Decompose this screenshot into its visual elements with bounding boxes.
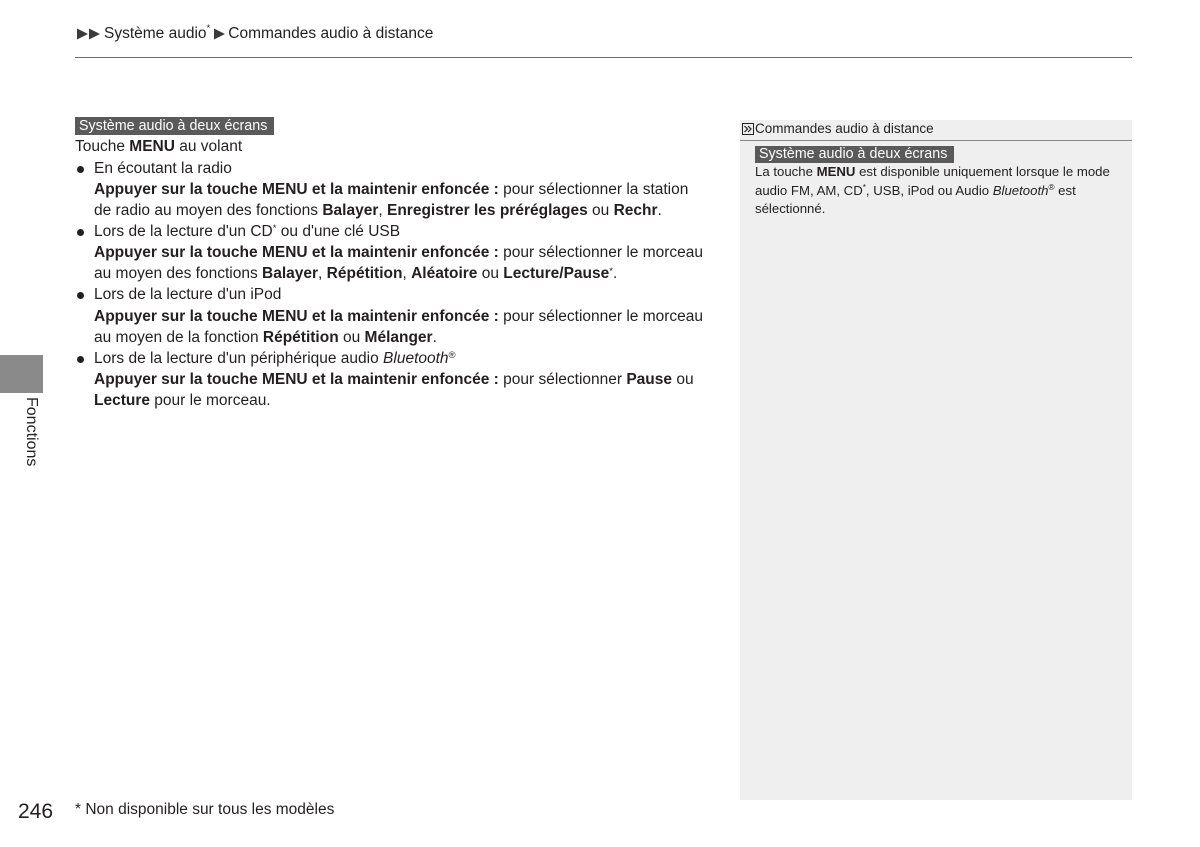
instruction-text: . (657, 201, 662, 219)
instruction-text: pour sélectionner le morceau (498, 307, 704, 325)
instruction-line (75, 179, 703, 200)
instruction-line (75, 390, 703, 411)
bullet-item-radio (75, 158, 703, 179)
function-name: Balayer (322, 201, 379, 219)
function-name: Répétition (326, 265, 403, 283)
function-name: Balayer (262, 265, 319, 283)
function-name: Rechr (613, 201, 658, 219)
instruction-text: au moyen de la fonction (94, 328, 263, 346)
instruction-text: au moyen des fonctions (94, 265, 263, 283)
footnote-marker: * (272, 223, 277, 235)
bullet-title: Lors de la lecture d'un CD (94, 223, 273, 241)
instruction-text: ou (587, 201, 614, 219)
function-name: Pause (626, 371, 673, 389)
bullet-title: Lors de la lecture d'un iPod (94, 286, 282, 304)
instruction-text: pour le morceau. (150, 392, 271, 410)
instruction-line (75, 263, 703, 284)
breadcrumb: Système audio * Commandes audio à distance (75, 24, 433, 44)
breadcrumb-item-systeme-audio[interactable]: Système audio (104, 25, 207, 42)
note-text: est (1054, 182, 1076, 198)
bullet-item-ipod (75, 284, 703, 305)
double-triangle-right-icon (77, 28, 101, 40)
header-divider (75, 57, 1132, 58)
action-label: Appuyer sur la touche MENU et la maintenir enfoncée : (94, 244, 499, 262)
instruction-text: . (612, 265, 618, 283)
chapter-tab-label: Fonctions (23, 397, 40, 467)
action-label: Appuyer sur la touche MENU et la maintenir enfoncée : (94, 371, 499, 389)
sidebar-divider (740, 140, 1132, 141)
bullet-title: Lors de la lecture d'un périphérique audio (94, 349, 384, 367)
menu-key-label: MENU (129, 138, 175, 156)
instruction-line (75, 369, 703, 390)
note-text: , USB, iPod ou Audio (865, 182, 993, 198)
action-label: Appuyer sur la touche MENU et la maintenir enfoncée : (94, 307, 499, 325)
breadcrumb-item-commandes-audio[interactable]: Commandes audio à distance (228, 25, 434, 42)
instruction-text: , (402, 265, 412, 283)
main-content (75, 136, 703, 411)
bullet-icon (77, 229, 84, 236)
instruction-text: pour sélectionner la station (498, 180, 689, 198)
function-name: Aléatoire (411, 265, 478, 283)
bullet-title: En écoutant la radio (94, 159, 232, 177)
intro-line (75, 136, 703, 157)
instruction-line (75, 200, 703, 221)
note-line (755, 200, 1110, 219)
action-label: Appuyer sur la touche MENU et la maintenir enfoncée : (94, 180, 499, 198)
function-name: Lecture (94, 392, 150, 410)
note-text: sélectionné. (755, 201, 826, 216)
sidebar-section-label: Système audio à deux écrans (755, 146, 954, 163)
triangle-right-icon (214, 28, 225, 40)
footnote: * Non disponible sur tous les modèles (75, 801, 335, 818)
note-text: La touche (755, 164, 817, 179)
instruction-text: , (378, 201, 387, 219)
bullet-title: ou d'une clé USB (276, 223, 401, 241)
menu-key-label: MENU (816, 164, 856, 179)
bullet-icon (77, 166, 84, 173)
instruction-text: ou (672, 371, 694, 389)
instruction-text: de radio au moyen des fonctions (94, 201, 323, 219)
registered-mark: ® (1048, 183, 1055, 193)
instruction-text: ou (477, 265, 504, 283)
bullet-item-bluetooth (75, 348, 703, 369)
note-line (755, 182, 1110, 201)
instruction-text: pour sélectionner (498, 371, 627, 389)
function-name: Enregistrer les préréglages (386, 201, 588, 219)
note-text: est disponible uniquement lorsque le mode (855, 164, 1110, 179)
note-line (755, 163, 1110, 182)
bluetooth-brand: Bluetooth (383, 349, 449, 367)
footnote-marker: * (862, 183, 866, 193)
bullet-icon (77, 356, 84, 363)
sidebar-note-panel (740, 120, 1132, 800)
bluetooth-brand: Bluetooth (992, 182, 1049, 198)
instruction-line (75, 327, 703, 348)
intro-text: au volant (174, 138, 243, 156)
function-name: Répétition (262, 328, 339, 346)
section-label: Système audio à deux écrans (75, 117, 274, 135)
instruction-text: ou (338, 328, 365, 346)
instruction-line (75, 242, 703, 263)
instruction-line (75, 306, 703, 327)
instruction-text: . (432, 328, 437, 346)
chapter-tab-marker (0, 355, 43, 393)
note-text: audio FM, AM, CD (755, 182, 863, 198)
page-number: 246 (18, 800, 54, 823)
sidebar-note-text (755, 163, 1110, 219)
function-name: Lecture/Pause (503, 265, 610, 283)
footnote-marker: * (609, 265, 613, 277)
cross-reference-icon (742, 123, 754, 135)
function-name: Mélanger (364, 328, 433, 346)
registered-mark: ® (448, 350, 456, 362)
bullet-item-cd-usb (75, 221, 703, 242)
instruction-text: pour sélectionner le morceau (498, 244, 704, 262)
sidebar-reference-title[interactable]: Commandes audio à distance (755, 121, 934, 136)
bullet-icon (77, 292, 84, 299)
intro-text: Touche (75, 138, 130, 156)
instruction-text: , (318, 265, 327, 283)
